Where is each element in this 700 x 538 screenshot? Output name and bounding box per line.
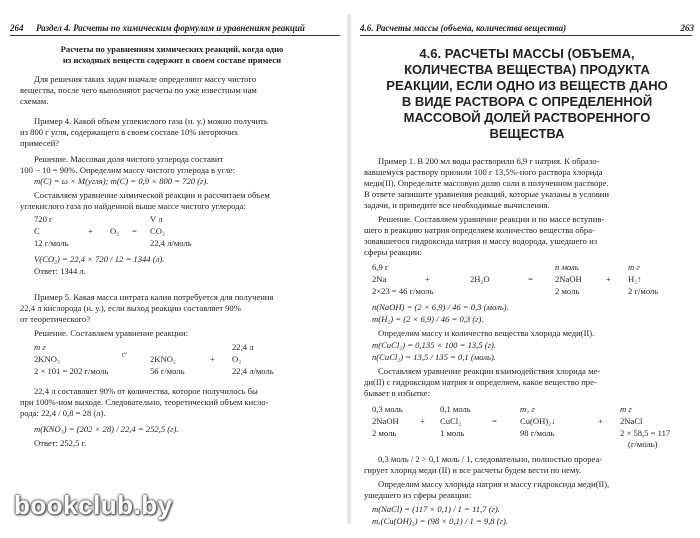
paragraph-line: от теоретического?: [20, 314, 91, 324]
paragraph-line: меди(II). Определите массовую долю соли в полученном растворе.: [364, 178, 609, 188]
eq-annotation: 0,3 моль: [372, 404, 403, 414]
eq-annotation: 2 моль: [555, 286, 580, 296]
eq-op: +: [88, 226, 93, 236]
paragraph-line: В ответе запишите уравнения реакций, которые указаны в условии: [364, 189, 610, 199]
paragraph-line: Для решения таких задач вначале определяют массу чистого: [34, 74, 257, 84]
left-page-number: 264: [10, 23, 24, 33]
eq-annotation: 1 моль: [440, 428, 465, 438]
eq-op: +: [420, 416, 425, 426]
paragraph-line: ушедшего из сферы реакции:: [364, 490, 472, 500]
eq-op: =: [132, 226, 137, 236]
paragraph-line: задачи, и приведите все необходимые вычисления.: [364, 200, 550, 210]
eq-op: +: [606, 274, 611, 284]
eq-term: H₂↑: [628, 274, 642, 284]
book-gutter: [346, 14, 352, 524]
section-title-line: 4.6. РАСЧЕТЫ МАССЫ (ОБЪЕМА,: [419, 46, 635, 61]
eq-term: C: [34, 226, 40, 236]
left-subhead-1: Расчеты по уравнениям химических реакций, когда одно: [60, 44, 284, 54]
eq-annotation: 2 моль: [372, 428, 397, 438]
eq-annotation: 2×23 = 46 г/моль: [372, 286, 434, 296]
eq-term: O₂: [232, 354, 242, 364]
left-header-rule: [10, 35, 340, 36]
eq-term: CuCl₂: [440, 416, 462, 426]
paragraph-line: зовавшегося гидроксида натрия и массу водорода, ушедшего из: [364, 236, 598, 246]
paragraph-line: 22,4 л кислорода (н. у.), если выход реакции составляет 90%: [20, 303, 241, 313]
eq-op: +: [425, 274, 430, 284]
eq-annotation: 56 г/моль: [150, 366, 185, 376]
eq-annotation: m г: [628, 262, 640, 272]
paragraph-line: бывает в избытке:: [364, 388, 430, 398]
eq-op: +: [598, 416, 603, 426]
formula-line: m(NaCl) = (117 × 0,1) / 1 = 11,7 (г).: [372, 504, 500, 514]
eq-annotation: 22,4 л: [232, 342, 254, 352]
paragraph-line: примесей?: [20, 138, 60, 148]
eq-annotation: V л: [150, 214, 163, 224]
formula-line: m(H₂) = (2 × 6,9) / 46 = 0,3 (г).: [372, 314, 484, 324]
paragraph-line: вавшемуся раствору прилили 100 г 13,5%-ного раствора хлорида: [364, 167, 603, 177]
eq-annotation: 0,1 моль: [440, 404, 471, 414]
paragraph-line: Определим массу хлорида натрия и массу гидроксида меди(II),: [378, 479, 610, 489]
eq-annotation: 6,9 г: [372, 262, 389, 272]
eq-term: 2Na: [372, 274, 387, 284]
section-title-line: В ВИДЕ РАСТВОРА С ОПРЕДЕЛЕННОЙ: [401, 94, 653, 109]
eq-condition: t°: [122, 351, 127, 359]
eq-annotation: m г: [620, 404, 632, 414]
eq-term: Cu(OH)₂↓: [520, 416, 556, 426]
eq-annotation: m г: [34, 342, 46, 352]
left-running-head: [10, 22, 340, 34]
eq-op: +: [210, 354, 215, 364]
formula-line: n(NaOH) = (2 × 6,9) / 46 = 0,3 (моль).: [372, 302, 509, 312]
eq-annotation: 98 г/моль: [520, 428, 555, 438]
paragraph-line: сферы реакции:: [364, 247, 422, 257]
paragraph-line: 0,3 моль / 2 > 0,1 моль / 1, следовательно, полностью прореа-: [378, 454, 603, 464]
eq-annotation: 12 г/моль: [34, 238, 69, 248]
eq-term: 2NaOH: [555, 274, 582, 284]
eq-annotation: 2 × 101 = 202 г/моль: [34, 366, 109, 376]
paragraph-line: Определим массу и количество вещества хлорида меди(II).: [378, 328, 595, 338]
eq-annotation: 2 × 58,5 = 117: [620, 428, 671, 438]
eq-term: CO₂: [150, 226, 165, 236]
site-watermark: bookclub.by: [14, 490, 173, 520]
formula-line: m(CuCl₂) = 0,135 × 100 = 13,5 (г).: [372, 340, 496, 350]
eq-annotation: (г/моль): [628, 439, 658, 449]
solution-line: Решение. Составляем уравнение реакции:: [34, 328, 188, 338]
right-header-rule: [360, 35, 692, 36]
eq-annotation: m₁ г: [520, 404, 535, 414]
right-page-number: 263: [680, 23, 694, 33]
paragraph-line: гирует хлорид меди (II) и все расчеты будем вести по нему.: [364, 465, 581, 475]
eq-annotation: 2 г/моль: [628, 286, 659, 296]
solution-line: Решение. Составляем уравнение реакции и по массе вступив-: [378, 214, 605, 224]
eq-annotation: n моль: [555, 262, 579, 272]
eq-term: 2H₂O: [470, 274, 490, 284]
paragraph-line: 100 − 10 = 90%. Определим массу чистого углерода в угле:: [20, 165, 236, 175]
paragraph-line: схемам.: [20, 96, 49, 106]
paragraph-line: Составляем уравнение химической реакции и рассчитаем объем: [34, 190, 270, 200]
right-running-head: [360, 22, 694, 34]
eq-term: 2NaOH: [372, 416, 399, 426]
eq-op: =: [528, 274, 533, 284]
section-title-line: РЕАКЦИИ, ЕСЛИ ОДНО ИЗ ВЕЩЕСТВ ДАНО: [386, 78, 668, 93]
formula-line: mₓ(Cu(OH)₂) = (98 × 0,1) / 1 = 9,8 (г).: [372, 516, 508, 526]
eq-annotation: 22,4 л/моль: [150, 238, 192, 248]
section-title-line: ВЕЩЕСТВА: [489, 126, 565, 141]
paragraph-line: из 800 г угля, содержащего в своем составе 10% негорючих: [20, 127, 239, 137]
paragraph-line: рода: 22,4 / 0,8 = 28 (л).: [20, 408, 106, 418]
answer-line: Ответ: 1344 л.: [34, 266, 86, 276]
paragraph-line: вещества, после чего выполняют расчеты по уже известным нам: [20, 85, 257, 95]
formula-line: V(CO₂) = 22,4 × 720 / 12 = 1344 (л).: [34, 254, 165, 264]
paragraph-line: углекислого газа по найденной выше массе чистого углерода:: [20, 201, 246, 211]
left-subhead-2: из исходных веществ содержит в своем составе примеси: [62, 55, 282, 65]
paragraph-line: ди(II) с гидроксидом натрия и определяем, какое вещество пре-: [364, 377, 597, 387]
left-running-head-text: Раздел 4. Расчеты по химическим формулам и уравнениям реакций: [36, 23, 305, 33]
example-1-line: Пример 1. В 200 мл воды растворили 6,9 г натрия. К образо-: [378, 156, 600, 166]
example-5-line: Пример 5. Какая масса нитрата калия потребуется для получения: [34, 292, 274, 302]
eq-term: O₂: [110, 226, 120, 236]
answer-line: Ответ: 252,5 г.: [34, 438, 87, 448]
eq-annotation: 22,4 л/моль: [232, 366, 274, 376]
eq-annotation: 720 г: [34, 214, 53, 224]
paragraph-line: Составляем уравнение реакции взаимодействия хлорида ме-: [378, 366, 601, 376]
eq-op: =: [492, 416, 497, 426]
formula-line: m(C) = ω × M(угля); m(C) = 0,9 × 800 = 720 (г).: [34, 176, 209, 186]
eq-term: 2KNO₂: [150, 354, 176, 364]
formula-line: n(CuCl₂) = 13,5 / 135 = 0,1 (моль).: [372, 352, 496, 362]
eq-term: 2NaCl: [620, 416, 643, 426]
section-title-line: КОЛИЧЕСТВА ВЕЩЕСТВА) ПРОДУКТА: [404, 62, 650, 77]
formula-line: m(KNO₃) = (202 × 28) / 22,4 = 252,5 (г).: [34, 424, 179, 434]
eq-term: 2KNO₃: [34, 354, 60, 364]
paragraph-line: шего в реакцию натрия определяем количество вещества обра-: [364, 225, 595, 235]
right-running-head-text: 4.6. Расчеты массы (объема, количества вещества): [360, 23, 567, 33]
paragraph-line: при 100%-ном выходе. Следовательно, теоретический объем кисло-: [20, 397, 269, 407]
section-title-line: МАССОВОЙ ДОЛЕЙ РАСТВОРЕННОГО: [403, 110, 651, 125]
paragraph-line: 22,4 л составляет 90% от количества, которое получилось бы: [34, 386, 258, 396]
solution-line: Решение. Массовая доля чистого углерода составит: [34, 154, 224, 164]
example-4-line: Пример 4. Какой объем углекислого газа (н. у.) можно получить: [34, 116, 268, 126]
